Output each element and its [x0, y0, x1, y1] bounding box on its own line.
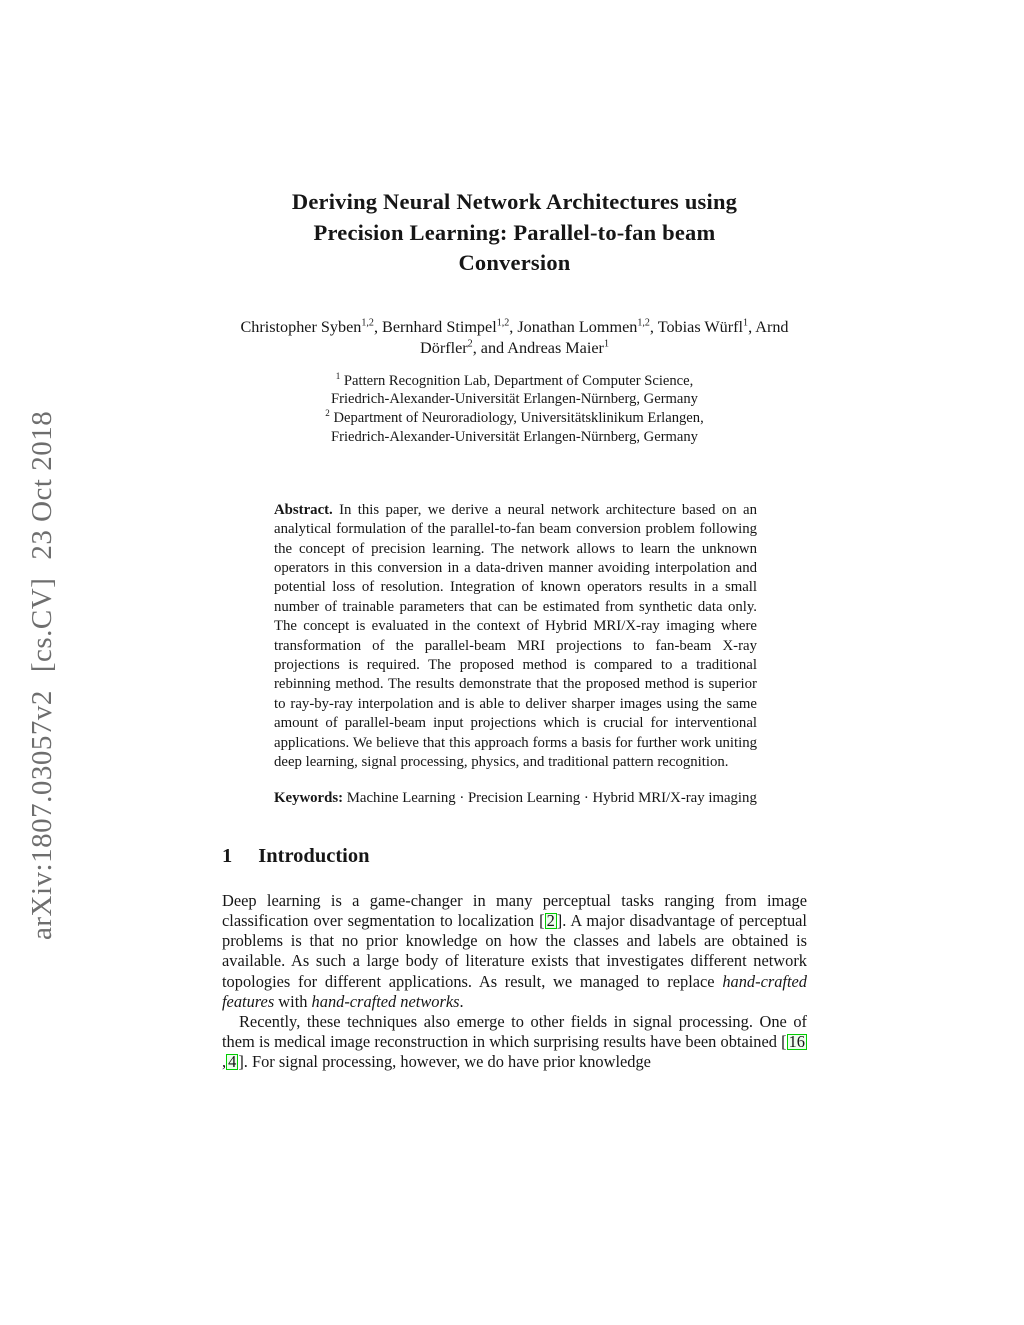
arxiv-watermark	[26, 411, 59, 940]
paragraph-text: ,	[222, 1052, 227, 1072]
affiliation-text: Friedrich-Alexander-Universität Erlangen-Nürnberg, Germany	[331, 428, 698, 445]
intro-paragraph-1	[222, 891, 807, 1012]
title-line: Deriving Neural Network Architectures using	[291, 189, 738, 214]
title-line: Precision Learning: Parallel-to-fan beam	[313, 219, 716, 245]
paragraph-text: Deep learning is a game-changer in many perceptual tasks ranging from image classification over segmentation to localization [	[222, 890, 807, 930]
section-title: Introduction	[258, 844, 370, 867]
section-heading-introduction	[222, 845, 807, 868]
intro-paragraph-2	[222, 1012, 807, 1073]
affiliation-marker: 2	[325, 408, 330, 419]
author-superscript: 1,2	[637, 317, 650, 329]
content-column	[222, 0, 807, 1073]
emphasized-text: hand-crafted features	[222, 971, 807, 1011]
arxiv-category: [cs.CV]	[26, 577, 58, 673]
affiliations	[222, 372, 807, 447]
section-number: 1	[222, 844, 233, 867]
affiliation-line	[222, 428, 807, 447]
author-name: , Bernhard Stimpel	[373, 317, 497, 336]
author-name: , Tobias Würfl	[649, 317, 744, 336]
affiliation-line	[222, 372, 807, 391]
author-superscript: 1,2	[496, 317, 510, 329]
author-superscript: 1	[743, 317, 749, 329]
abstract-block	[274, 501, 757, 773]
citation-link[interactable]: 2	[546, 910, 555, 930]
author-superscript: 1	[603, 338, 609, 350]
abstract-label: Abstract.	[274, 501, 333, 518]
abstract-text: In this paper, we derive a neural network architecture based on an analytical formulation of the parallel-to-fan beam conversion problem following the concept of precision learning. The network allows to learn the unknown operators in this conversion in a data-driven manner avoiding interpolation and potential loss of resolution. Integration of known operators results in a small number of trainable parameters that can be estimated from synthetic data only. The concept is evaluated in the context of Hybrid MRI/X-ray imaging where transformation of the parallel-beam MRI projections to fan-beam X-ray projections is required. The proposed method is compared to a traditional rebinning method. The results demonstrate that the proposed method is superior to ray-by-ray interpolation and is able to deliver sharper images using the same amount of parallel-beam input projections which is crucial for interventional applications. We believe that this approach forms a basis for further work uniting deep learning, signal processing, physics, and traditional pattern recognition.	[274, 501, 758, 770]
keywords-text: Machine Learning · Precision Learning · Hybrid MRI/X-ray imaging	[346, 790, 757, 807]
arxiv-id: arXiv:1807.03057v2	[26, 690, 58, 940]
author-name: , Jonathan Lommen	[509, 317, 638, 336]
keywords-label: Keywords:	[274, 790, 344, 807]
author-name: , and Andreas Maier	[472, 338, 604, 357]
author-name: Christopher Syben	[240, 317, 362, 336]
citation-link[interactable]: 4	[228, 1052, 237, 1072]
author-name: , Arnd Dörfler	[420, 317, 789, 357]
affiliation-marker: 1	[335, 370, 341, 381]
paragraph-text: with	[274, 991, 312, 1011]
affiliation-text: Department of Neuroradiology, Universitätsklinikum Erlangen,	[333, 410, 704, 427]
affiliation-line	[222, 390, 807, 409]
citation-link[interactable]: 16	[788, 1032, 805, 1052]
keywords-block	[274, 789, 757, 808]
affiliation-text: Friedrich-Alexander-Universität Erlangen-Nürnberg, Germany	[331, 391, 698, 408]
paragraph-text: ]. For signal processing, however, we do have prior knowledge	[238, 1052, 651, 1072]
paper-title	[222, 187, 807, 279]
paragraph-text: .	[459, 991, 464, 1011]
author-superscript: 1,2	[361, 317, 374, 329]
author-superscript: 2	[467, 338, 473, 350]
authors-line	[222, 317, 807, 359]
title-line: Conversion	[458, 250, 571, 275]
emphasized-text: hand-crafted networks	[311, 991, 460, 1011]
paragraph-text: Recently, these techniques also emerge to other fields in signal processing. One of them is medical image reconstruction in which surprising results have been obtained [	[222, 1012, 807, 1052]
paragraph-text: ]. A major disadvantage of perceptual problems is that no prior knowledge on how the classes and labels are obtained is available. As such a large body of literature exists that investigates different network topologies for different applications. As result, we managed to replace	[222, 910, 807, 991]
affiliation-text: Pattern Recognition Lab, Department of Computer Science,	[343, 372, 694, 389]
affiliation-line	[222, 409, 807, 428]
arxiv-date: 23 Oct 2018	[26, 410, 58, 560]
